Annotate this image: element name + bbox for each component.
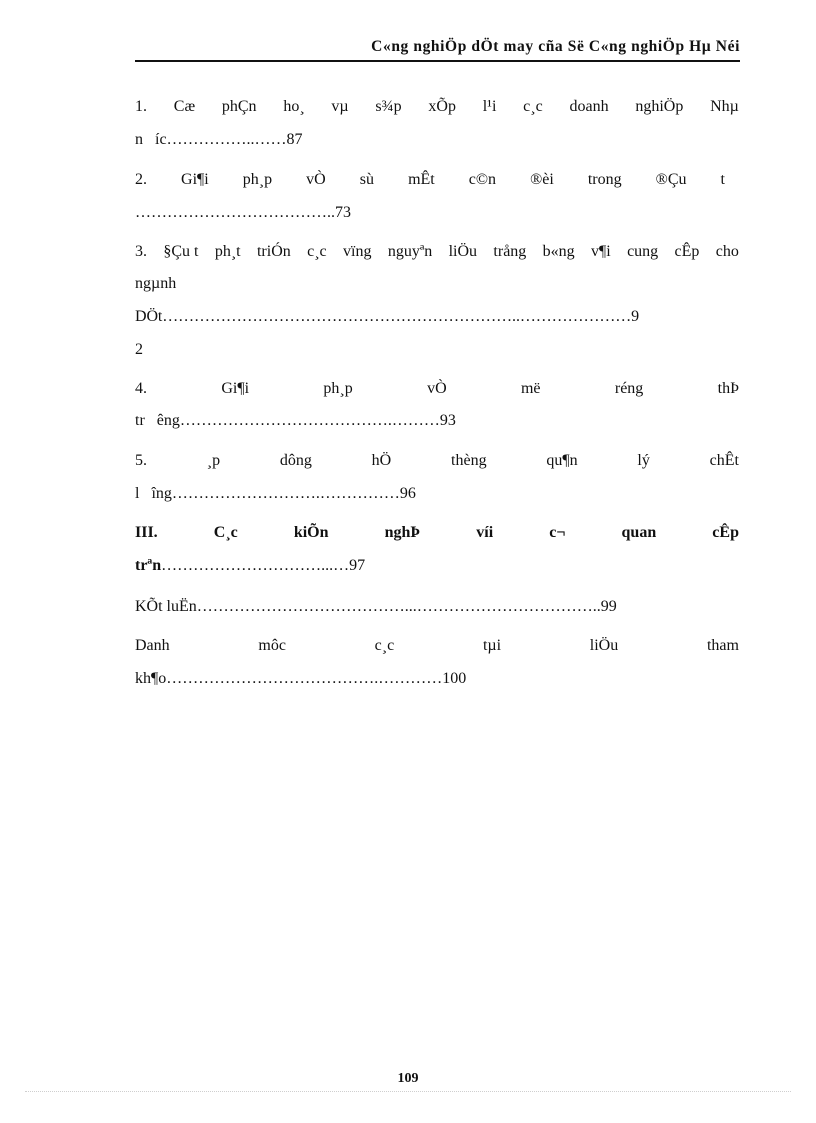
word: b«ng xyxy=(542,243,575,260)
word: cÊp xyxy=(712,524,739,541)
toc-entry-6-line-2 xyxy=(135,555,739,577)
word: c¸c xyxy=(523,98,543,115)
word: dông xyxy=(279,452,312,469)
word: l¹i xyxy=(482,98,497,115)
toc-entry-3-line-3: DÖt…………………………………………………………..…………………9 xyxy=(135,308,640,325)
toc-entry-2-line-1 xyxy=(135,169,739,191)
word: Cæ xyxy=(173,98,196,115)
word: Danh xyxy=(135,637,170,654)
running-header xyxy=(135,38,740,62)
page-bottom-divider xyxy=(25,1091,791,1092)
word: ¸p xyxy=(206,452,221,469)
word: ®èi xyxy=(530,171,554,188)
word: Gi¶i xyxy=(221,380,250,397)
word: nghiÖp xyxy=(635,98,684,115)
toc-entry-6-line-1 xyxy=(135,522,739,544)
word: réng xyxy=(614,380,644,397)
word: cÊp xyxy=(674,243,700,260)
word: c¸c xyxy=(307,243,327,260)
word: t xyxy=(720,171,725,188)
toc-entry-4-line-2: tr êng………………………………….………93 xyxy=(135,412,456,429)
word: phÇn xyxy=(221,98,257,115)
word: III. xyxy=(135,524,158,541)
word: qu¶n xyxy=(546,452,578,469)
word: Gi¶i xyxy=(181,171,209,188)
word: sù xyxy=(359,171,375,188)
word: s¾p xyxy=(375,98,402,115)
word: §Çu t xyxy=(163,243,199,260)
word: Nhµ xyxy=(710,98,739,115)
word: c©n xyxy=(468,171,497,188)
toc-entry-7-line-1: KÕt luËn…………………………………...……………………………..99 xyxy=(135,598,617,615)
word: ®Çu xyxy=(655,171,687,188)
toc-entry-8-line-2: kh¶o………………………………….…………100 xyxy=(135,670,467,687)
word: quan xyxy=(621,524,657,541)
header-title: C«ng nghiÖp dÖt may cña Së C«ng nghiÖp Hµ Néi xyxy=(371,38,740,55)
word: chÊt xyxy=(709,452,739,469)
toc-entry-1-line-2: n íc……………..……87 xyxy=(135,131,303,148)
toc-entry-2-line-2: ………………………………..73 xyxy=(135,204,351,221)
word: triÓn xyxy=(256,243,291,260)
word: ph¸p xyxy=(242,171,273,188)
word: vÒ xyxy=(306,171,326,188)
toc-entry-3-line-2: ngµnh xyxy=(135,275,177,292)
word: hÖ xyxy=(371,452,392,469)
word: vïng xyxy=(343,243,372,260)
word: 3. xyxy=(135,243,147,260)
leader-and-page: …………………………...…97 xyxy=(161,557,366,574)
section-title-end: trªn xyxy=(135,557,162,574)
word: kiÕn xyxy=(293,524,329,541)
word: doanh xyxy=(569,98,609,115)
word: ho¸ xyxy=(283,98,305,115)
toc-entry-8-line-1 xyxy=(135,635,739,657)
word: cho xyxy=(715,243,739,260)
word: mÊt xyxy=(408,171,435,188)
word: trång xyxy=(493,243,527,260)
word: C¸c xyxy=(213,524,238,541)
word: víi xyxy=(476,524,494,541)
word: xÕp xyxy=(428,98,456,115)
word: tham xyxy=(706,637,739,654)
word: c¸c xyxy=(374,637,395,654)
word: liÖu xyxy=(589,637,619,654)
word: 1. xyxy=(135,98,147,115)
word: c¬ xyxy=(549,524,566,541)
word: më xyxy=(520,380,541,397)
word: 2. xyxy=(135,171,147,188)
word: vµ xyxy=(331,98,349,115)
word: liÖu xyxy=(448,243,478,260)
toc-entry-5-line-2: l îng……………………….……………96 xyxy=(135,485,416,502)
word: cung xyxy=(627,243,659,260)
word: trong xyxy=(587,171,622,188)
toc-entry-4-line-1 xyxy=(135,378,739,400)
word: thÞ xyxy=(717,380,739,397)
word: vÒ xyxy=(427,380,447,397)
toc-entry-3-line-4: 2 xyxy=(135,341,143,358)
page-number: 109 xyxy=(397,1071,419,1086)
toc-entry-3-line-1 xyxy=(135,241,739,263)
word: nguyªn xyxy=(387,243,433,260)
word: thèng xyxy=(451,452,487,469)
toc-entry-5-line-1 xyxy=(135,450,739,472)
word: lý xyxy=(637,452,650,469)
word: ph¸p xyxy=(323,380,353,397)
word: 4. xyxy=(135,380,147,397)
word: tµi xyxy=(482,637,502,654)
word: ph¸t xyxy=(214,243,241,260)
word: nghÞ xyxy=(384,524,421,541)
word: 5. xyxy=(135,452,147,469)
word: v¶i xyxy=(591,243,611,260)
toc-entry-1-line-1 xyxy=(135,96,739,118)
word: môc xyxy=(258,637,286,654)
